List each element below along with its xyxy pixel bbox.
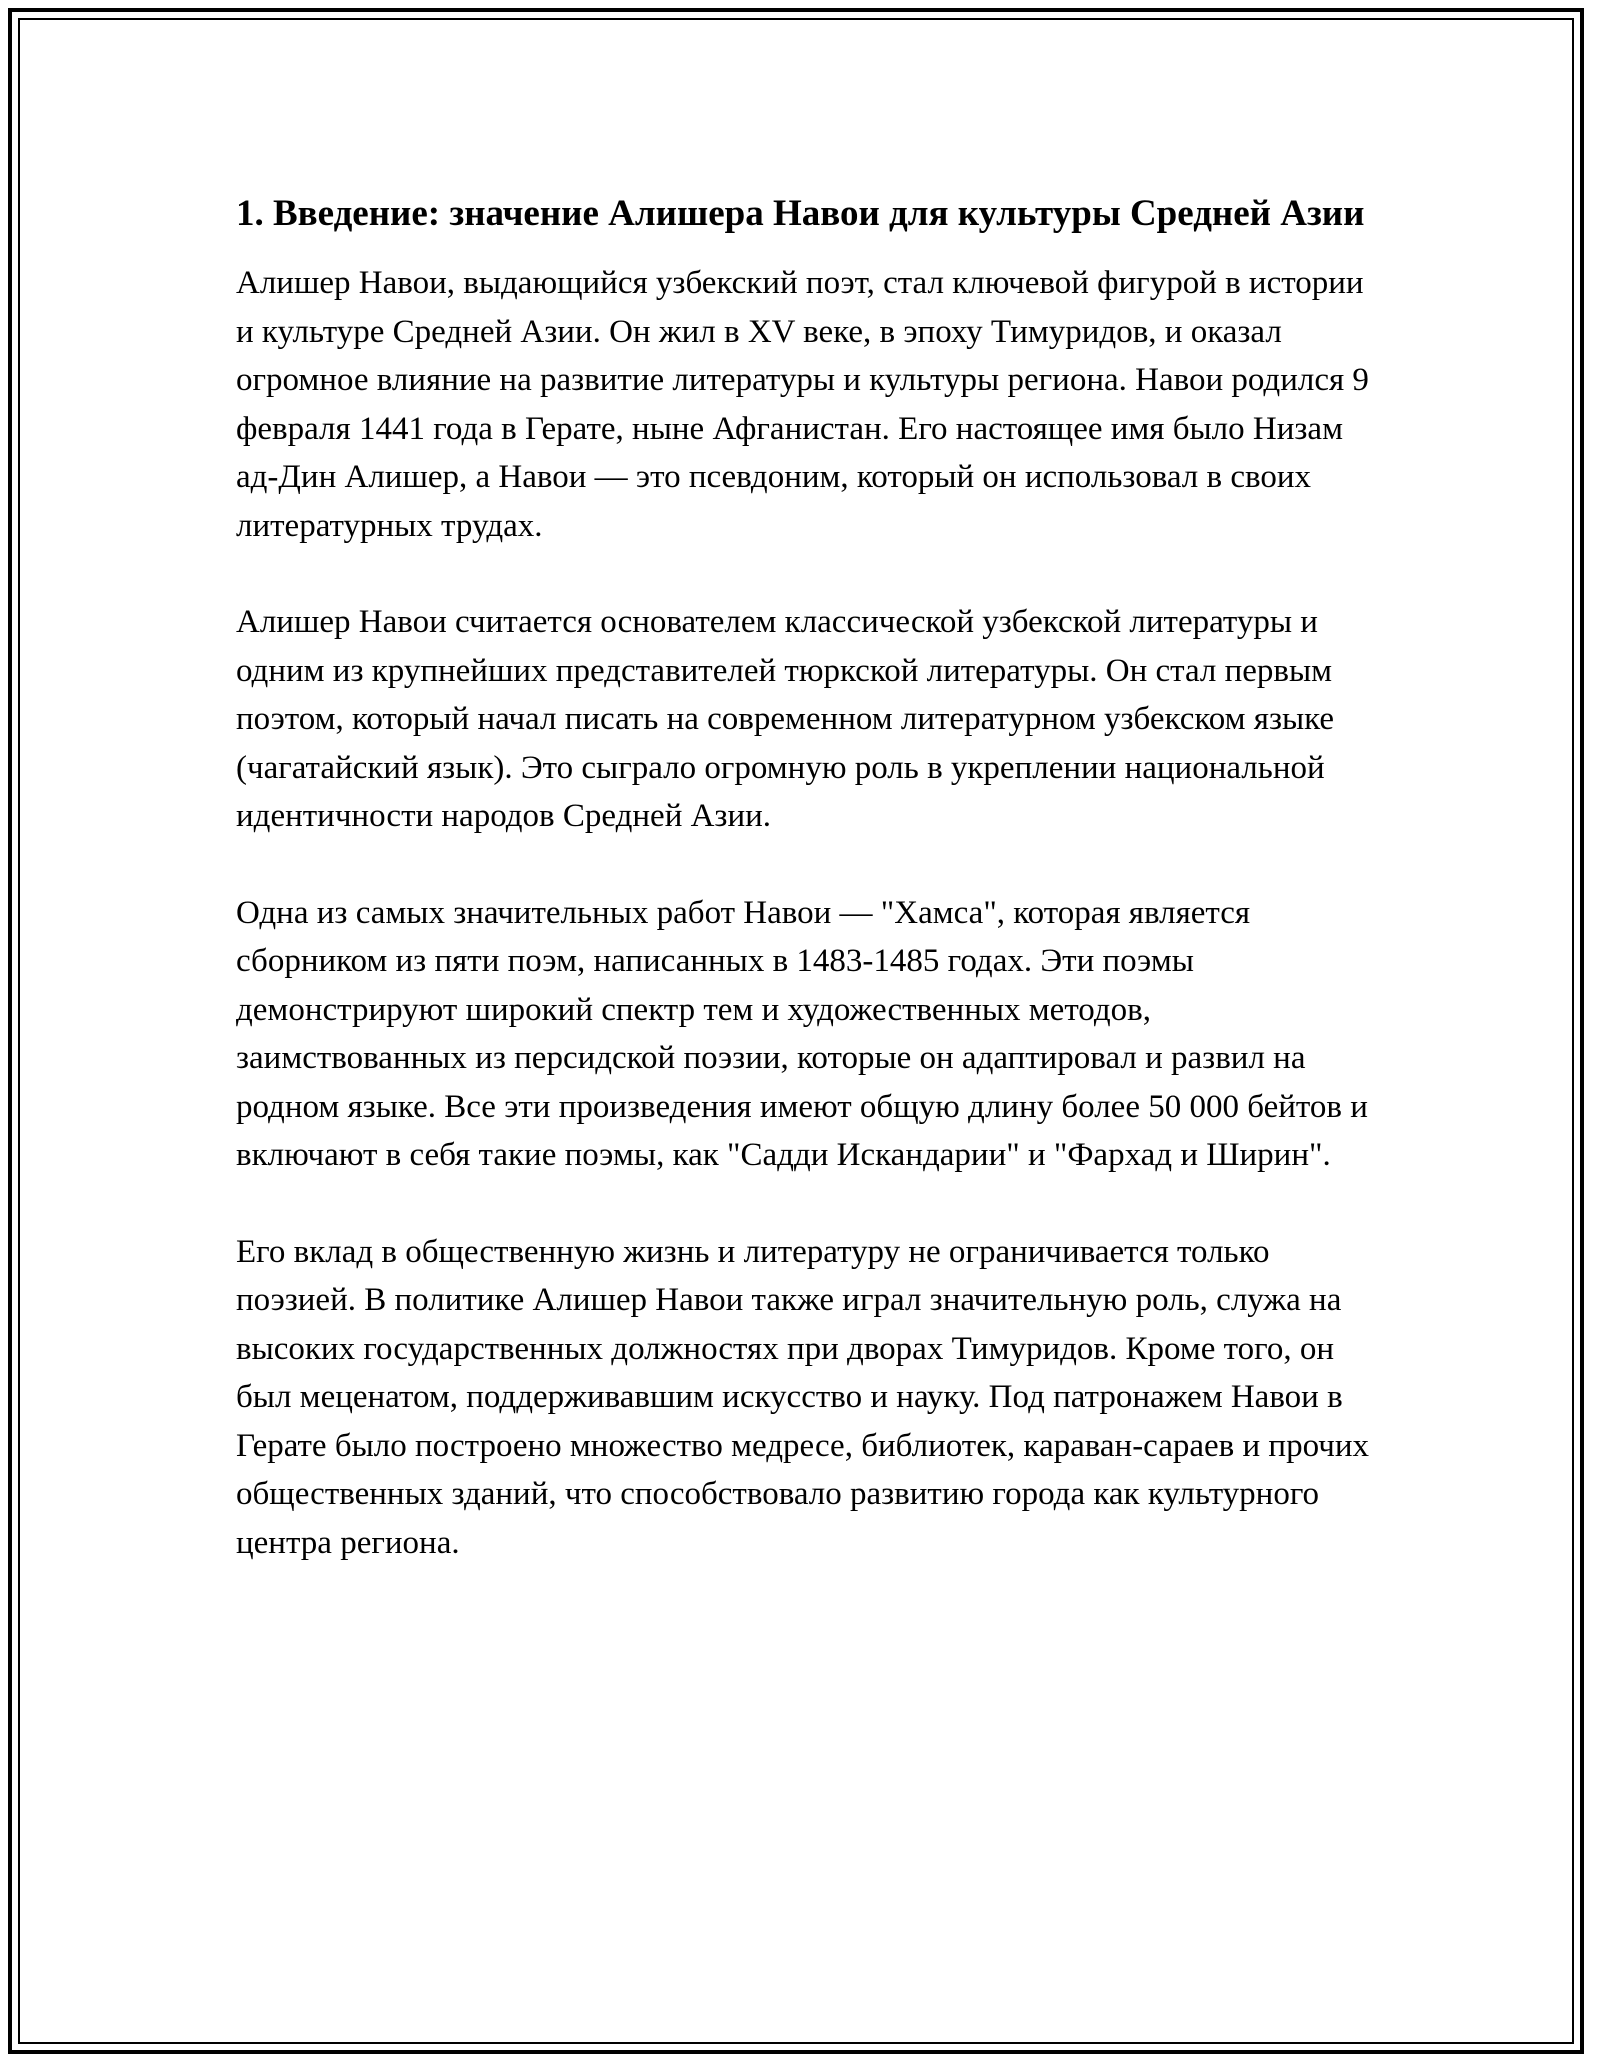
document-body [236,186,1376,1615]
paragraph-1: Алишер Навои, выдающийся узбекский поэт, стал ключевой фигурой в истории и культуре Средней Азии. Он жил в XV веке, в эпоху Тимуридов, и оказал огромное влияние на развитие литературы и культуры региона. Навои родился 9 февраля 1441 года в Герате, ныне Афганистан. Его настоящее имя было Низам ад-Дин Алишер, а Навои — это псевдоним, который он использовал в своих литературных трудах. [236,265,1369,544]
paragraph-3: Одна из самых значительных работ Навои — "Хамса", которая является сборником из пяти поэм, написанных в 1483-1485 годах. Эти поэмы демонстрируют широкий спектр тем и художественных методов, заимствованных из персидской поэзии, которые он адаптировал и развил на родном языке. Все эти произведения имеют общую длину более 50 000 бейтов и включают в себя такие поэмы, как "Садди Искандарии" и "Фархад и Ширин". [236,894,1368,1173]
section-heading: 1. Введение: значение Алишера Навои для культуры Средней Азии [236,193,1365,234]
paragraph-4: Его вклад в общественную жизнь и литературу не ограничивается только поэзией. В политике Алишер Навои также играл значительную роль, служа на высоких государственных должностях при дворах Тимуридов. Кроме того, он был меценатом, поддерживавшим искусство и науку. Под патронажем Навои в Герате было построено множество медресе, библиотек, караван-сараев и прочих общественных зданий, что способствовало развитию города как культурного центра региона. [236,1233,1369,1561]
paragraph-2: Алишер Навои считается основателем классической узбекской литературы и одним из крупнейших представителей тюркской литературы. Он стал первым поэтом, который начал писать на современном литературном узбекском языке (чагатайский язык). Это сыграло огромную роль в укреплении национальной идентичности народов Средней Азии. [236,604,1335,834]
